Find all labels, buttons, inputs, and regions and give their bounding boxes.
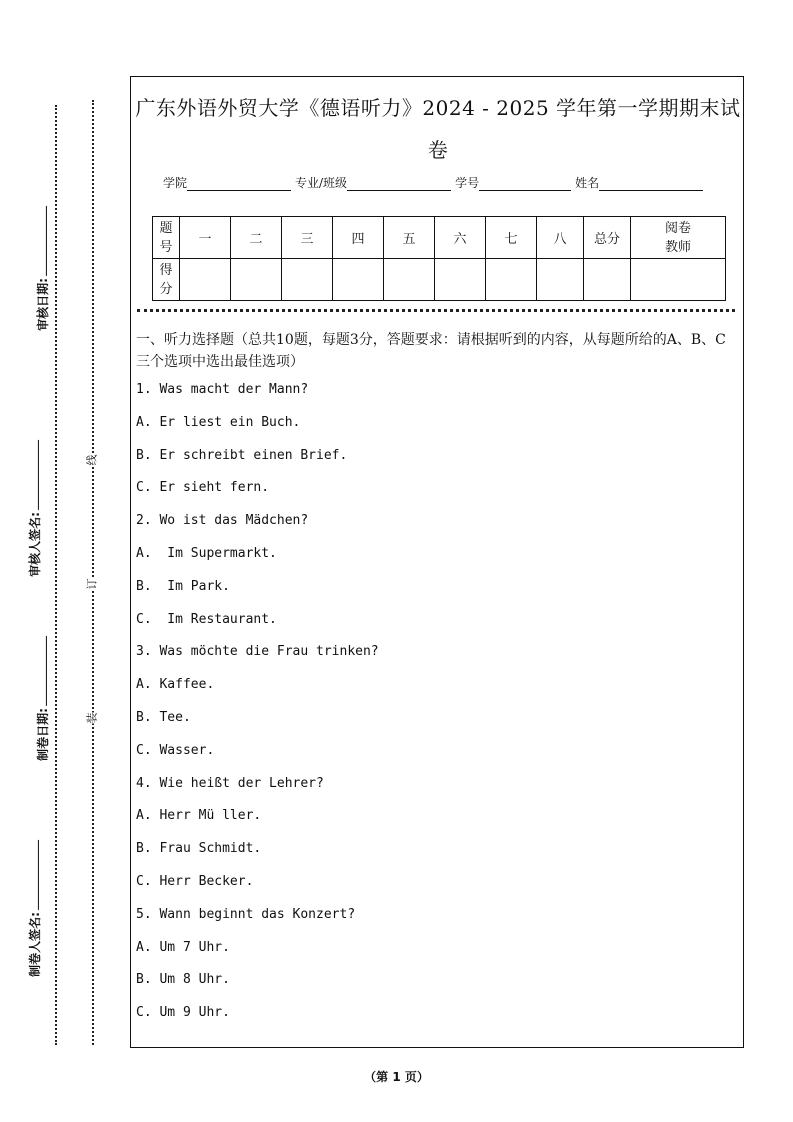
paper-date-label: 制卷日期:	[35, 708, 50, 761]
score-cell[interactable]	[180, 259, 231, 301]
bind-char-bind: 装	[82, 713, 102, 724]
exam-frame	[130, 76, 744, 1048]
student-id-label: 学号	[455, 176, 480, 190]
option-line: A. Kaffee.	[136, 677, 215, 693]
exam-title	[131, 87, 745, 171]
reviewer-signature-label: 审核人签名:	[27, 512, 42, 577]
bind-char-line: 线	[82, 455, 102, 466]
page-number: （第 1 页）	[364, 1070, 429, 1084]
score-cell[interactable]	[435, 259, 486, 301]
listening-section	[136, 329, 736, 1038]
question-line: 2. Wo ist das Mädchen?	[136, 513, 309, 529]
review-date-field	[34, 206, 51, 331]
score-cell[interactable]	[282, 259, 333, 301]
column-header: 八	[537, 217, 584, 259]
exam-title-line2: 卷	[427, 138, 449, 162]
option-line: B. Im Park.	[136, 578, 230, 594]
exam-title-line1: 广东外语外贸大学《德语听力》2024 - 2025 学年第一学期期末试	[135, 96, 741, 120]
score-cell[interactable]	[333, 259, 384, 301]
question-line: 5. Wann beginnt das Konzert?	[136, 906, 356, 922]
college-label: 学院	[163, 176, 188, 190]
column-header: 三	[282, 217, 333, 259]
grading-teacher-cell[interactable]	[631, 259, 726, 301]
option-line: C. Um 9 Uhr.	[136, 1005, 230, 1021]
binding-dotted-line-right	[92, 100, 94, 1045]
option-line: A. Herr Mü ller.	[136, 808, 262, 824]
score-table	[152, 216, 726, 301]
option-line: B. Frau Schmidt.	[136, 841, 262, 857]
major-class-label: 专业/班级	[295, 176, 348, 190]
section-instruction: 一、听力选择题（总共10题，每题3分，答题要求：请根据听到的内容，从每题所给的A、B、C三个选项中选出最佳选项）	[136, 332, 726, 370]
score-table-score-row	[153, 259, 726, 301]
total-score-header: 总分	[584, 217, 631, 259]
option-line: A. Er liest ein Buch.	[136, 414, 301, 430]
score-cell[interactable]	[384, 259, 435, 301]
option-line: C. Er sieht fern.	[136, 480, 270, 496]
name-label: 姓名	[575, 176, 600, 190]
score-cell[interactable]	[537, 259, 584, 301]
name-field[interactable]	[599, 178, 703, 191]
total-score-cell[interactable]	[584, 259, 631, 301]
score-table-header-row	[153, 217, 726, 259]
major-class-field[interactable]	[347, 178, 451, 191]
grading-teacher-header: 阅卷 教师	[631, 217, 726, 259]
score-row-label: 得 分	[153, 259, 180, 301]
student-id-field[interactable]	[479, 178, 571, 191]
binding-dotted-line-left	[55, 105, 57, 1045]
bind-char-staple: 订	[82, 579, 102, 590]
review-date-label: 审核日期:	[35, 278, 50, 331]
column-header: 七	[486, 217, 537, 259]
section-divider	[137, 309, 735, 312]
column-header: 四	[333, 217, 384, 259]
option-line: A. Im Supermarkt.	[136, 545, 277, 561]
paper-date-field	[34, 636, 51, 761]
column-header: 六	[435, 217, 486, 259]
option-line: B. Um 8 Uhr.	[136, 972, 230, 988]
option-line: B. Er schreibt einen Brief.	[136, 447, 348, 463]
column-header: 一	[180, 217, 231, 259]
paper-maker-signature-label: 制卷人签名:	[27, 912, 42, 977]
paper-maker-signature-field	[26, 840, 43, 977]
score-cell[interactable]	[231, 259, 282, 301]
option-line: C. Im Restaurant.	[136, 611, 277, 627]
column-header: 二	[231, 217, 282, 259]
column-header: 五	[384, 217, 435, 259]
student-info-row	[163, 174, 707, 191]
option-line: B. Tee.	[136, 709, 191, 725]
question-line: 3. Was möchte die Frau trinken?	[136, 644, 379, 660]
question-line: 4. Wie heißt der Lehrer?	[136, 775, 324, 791]
score-cell[interactable]	[486, 259, 537, 301]
option-line: C. Wasser.	[136, 742, 215, 758]
option-line: A. Um 7 Uhr.	[136, 939, 230, 955]
question-line: 1. Was macht der Mann?	[136, 382, 309, 397]
college-field[interactable]	[187, 178, 291, 191]
reviewer-signature-field	[26, 440, 43, 577]
question-number-header: 题 号	[153, 217, 180, 259]
option-line: C. Herr Becker.	[136, 873, 254, 889]
